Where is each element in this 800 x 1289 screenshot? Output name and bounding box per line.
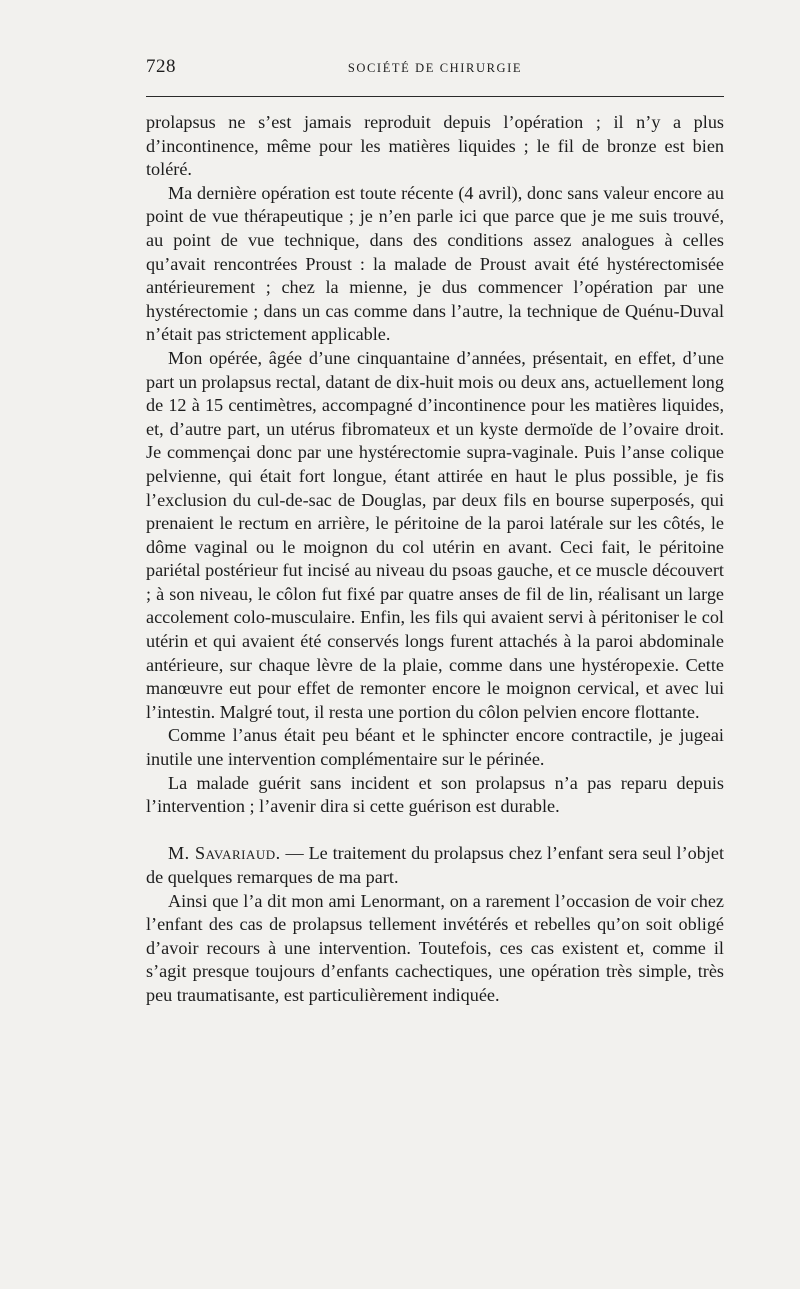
paragraph-outcome: La malade guérit sans incident et son prolapsus n’a pas reparu depuis l’intervention ; l’avenir dira si cette guérison est durable.: [146, 772, 724, 817]
paragraph-last-operation: Ma dernière opération est toute récente (4 avril), donc sans valeur encore au point de vue thérapeutique ; je n’en parle ici que parce que je me suis trouvé, au point de vue technique, dans des conditions assez analogues à celles qu’avait rencontrées Proust : la malade de Proust avait été hystérectomisée antérieurement ; chez la mienne, je dus commencer l’opération par une hystérectomie ; dans un cas comme dans l’autre, la technique de Quénu-Duval n’était pas strictement applicable.: [146, 182, 724, 345]
page-number: 728: [146, 56, 176, 77]
book-page: [146, 0, 724, 1289]
body-text: [146, 111, 724, 1008]
speaker-remark: — Le traitement du prolapsus chez l’enfant sera seul l’objet de quelques remarques de ma part.: [146, 843, 724, 887]
paragraph-closing: Ainsi que l’a dit mon ami Lenormant, on a rarement l’occasion de voir chez l’enfant des cas de prolapsus tellement invétérés et rebelles qu’on soit obligé d’avoir recours à une intervention. Toutefois, ces cas existent et, comme il s’agit presque toujours d’enfants cachectiques, une opération très simple, très peu traumatisante, est particulièrement indiquée.: [146, 890, 724, 1005]
page-header: [146, 56, 724, 82]
paragraph-continuation: prolapsus ne s’est jamais reproduit depuis l’opération ; il n’y a plus d’incontinence, même pour les matières liquides ; le fil de bronze est bien toléré.: [146, 112, 724, 180]
speaker-name: M. Savariaud.: [168, 843, 281, 864]
paragraph-anus: Comme l’anus était peu béant et le sphincter encore contractile, je jugeai inutile une intervention complémentaire sur le périnée.: [146, 725, 724, 770]
paragraph-case-description: Mon opérée, âgée d’une cinquantaine d’années, présentait, en effet, d’une part un prolapsus rectal, datant de dix-huit mois ou deux ans, actuellement long de 12 à 15 centimètres, accompagné d’incontinence pour les matières liquides, et, d’autre part, un utérus fibromateux et un kyste dermoïde de l’ovaire droit. Je commençai donc par une hystérectomie supra-vaginale. Puis l’anse colique pelvienne, qui était fort longue, étant attirée en haut le plus possible, je fis l’exclusion du cul-de-sac de Douglas, par deux fils en bourse superposés, qui prenaient le rectum en arrière, le péritoine de la paroi latérale sur les côtés, le dôme vaginal ou le moignon du col utérin en avant. Ceci fait, le péritoine pariétal postérieur fut incisé au niveau du psoas gauche, et ce muscle découvert ; à son niveau, le côlon fut fixé par quatre anses de fil de lin, réalisant un large accolement colo-musculaire. Enfin, les fils qui avaient servi à péritoniser le col utérin et qui avaient été conservés longs furent attachés à la paroi abdominale antérieure, sur chaque lèvre de la plaie, comme dans une hystéropexie. Cette manœuvre eut pour effet de remonter encore le moignon cervical, et avec lui l’intestin. Malgré tout, il resta une portion du côlon pelvien encore flottante.: [146, 347, 724, 722]
header-rule: [146, 96, 724, 97]
paragraph-savariaud: [146, 842, 724, 889]
running-title: SOCIÉTÉ DE CHIRURGIE: [347, 61, 523, 75]
